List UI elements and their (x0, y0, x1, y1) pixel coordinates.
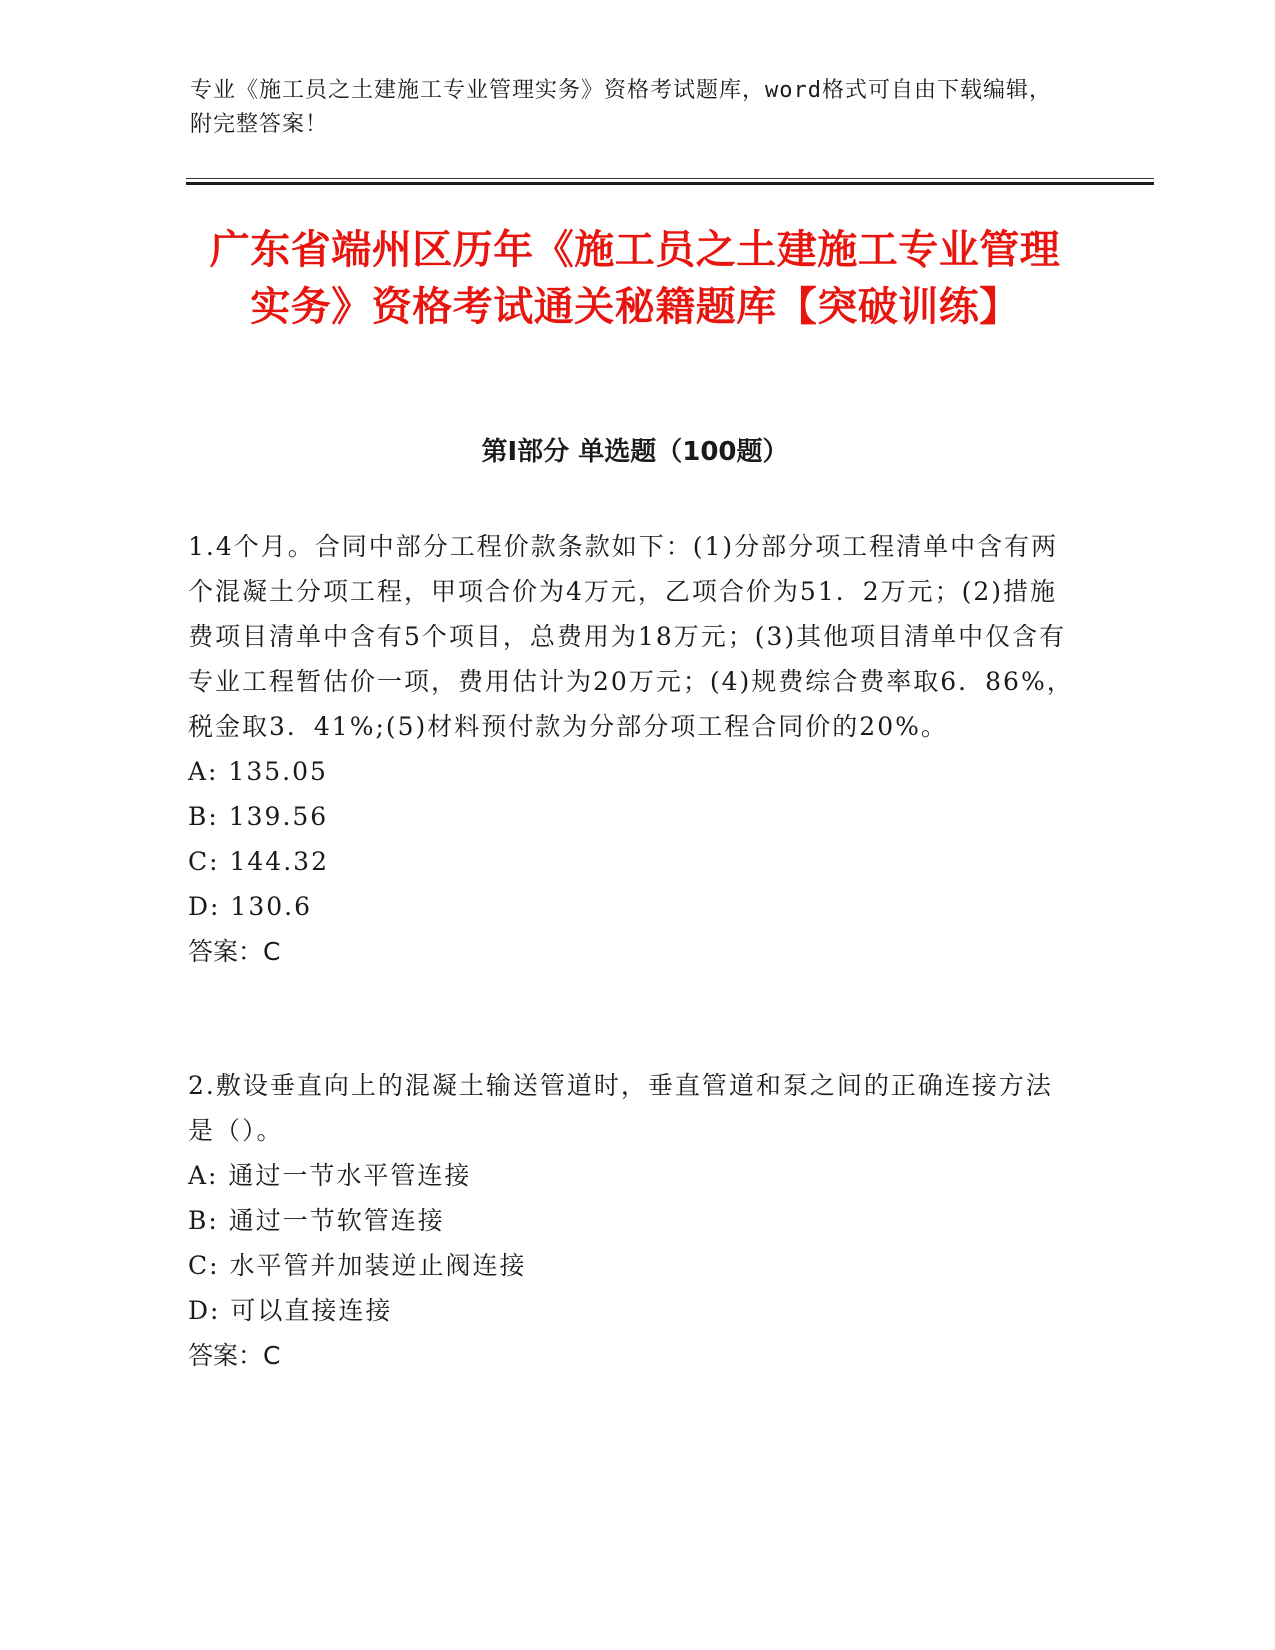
header-divider-thin (186, 178, 1154, 179)
option-d: D: 可以直接连接 (188, 1296, 393, 1325)
question-stem: 2.敷设垂直向上的混凝土输送管道时，垂直管道和泵之间的正确连接方法是（）。 (188, 1071, 1053, 1145)
option-a: A: 135.05 (188, 757, 328, 786)
question-1 (188, 524, 1078, 974)
answer: 答案：C (188, 1341, 281, 1370)
header-note: 专业《施工员之土建施工专业管理实务》资格考试题库，word格式可自由下载编辑，附完整答案！ (190, 78, 1052, 137)
answer: 答案：C (188, 937, 281, 966)
option-a: A: 通过一节水平管连接 (188, 1161, 472, 1190)
option-d: D: 130.6 (188, 892, 312, 921)
section-title: 第Ⅰ部分 单选题（100题） (481, 437, 789, 467)
option-b: B: 139.56 (188, 802, 329, 831)
header-divider-thick (186, 182, 1154, 185)
option-b: B: 通过一节软管连接 (188, 1206, 445, 1235)
question-2 (188, 1063, 1078, 1378)
option-c: C: 水平管并加装逆止阀连接 (188, 1251, 527, 1280)
document-title: 广东省端州区历年《施工员之土建施工专业管理实务》资格考试通关秘籍题库【突破训练】 (209, 227, 1061, 330)
question-stem: 1.4个月。合同中部分工程价款条款如下：(1)分部分项工程清单中含有两个混凝土分项工程，甲项合价为4万元，乙项合价为51．2万元；(2)措施费项目清单中含有5个项目，总费用为18万元；(3)其他项目清单中仅含有专业工程暂估价一项，费用估计为20万元；(4)规费综合费率取6．86%，税金取3．41%;(5)材料预付款为分部分项工程合同价的20%。 (188, 532, 1074, 741)
option-c: C: 144.32 (188, 847, 329, 876)
